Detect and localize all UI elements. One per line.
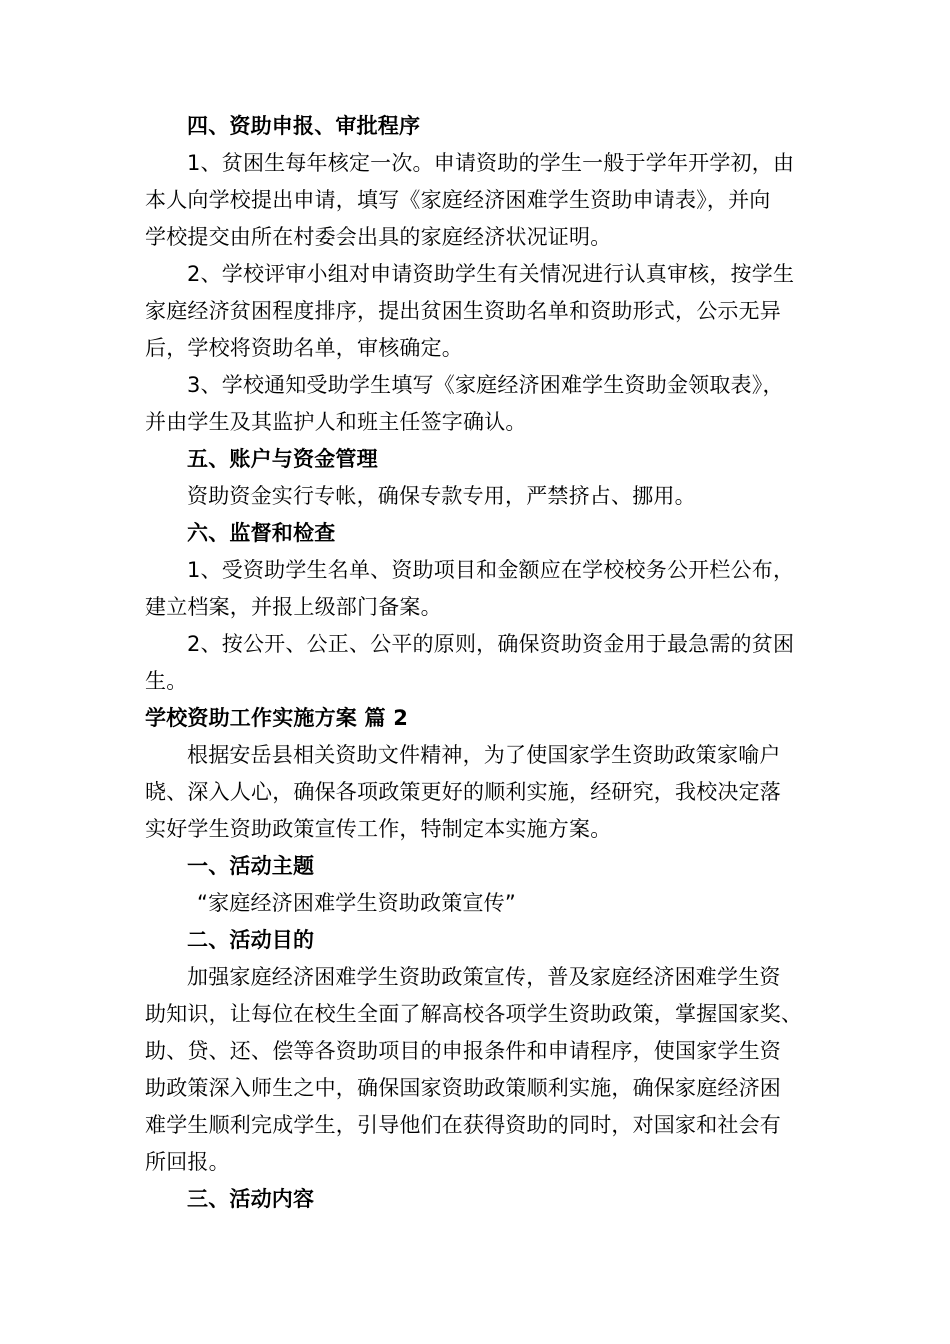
paragraph-line: 3、学校通知受助学生填写《家庭经济困难学生资助金领取表》， (187, 373, 784, 397)
paragraph-line: 1、贫困生每年核定一次。申请资助的学生一般于学年开学初，由 (187, 151, 795, 175)
paragraph-line: 2、学校评审小组对申请资助学生有关情况进行认真审核，按学生 (187, 262, 795, 286)
paragraph-line: 2、按公开、公正、公平的原则，确保资助资金用于最急需的贫困 (187, 632, 795, 656)
section-heading: 四、资助申报、审批程序 (187, 114, 421, 138)
paragraph-line: 学校提交由所在村委会出具的家庭经济状况证明。 (145, 225, 612, 249)
paragraph-line: 根据安岳县相关资助文件精神，为了使国家学生资助政策家喻户 (187, 743, 781, 767)
section-heading: 三、活动内容 (187, 1187, 315, 1211)
paragraph-line: 助知识，让每位在校生全面了解高校各项学生资助政策，掌握国家奖、 (145, 1002, 803, 1026)
paragraph (145, 959, 815, 1181)
paragraph-line: 资助资金实行专帐，确保专款专用，严禁挤占、挪用。 (187, 484, 696, 508)
paragraph-line: 后，学校将资助名单，审核确定。 (145, 336, 463, 360)
paragraph-line: 晓、深入人心，确保各项政策更好的顺利实施，经研究，我校决定落 (145, 780, 781, 804)
paragraph (145, 145, 815, 256)
paragraph-line: 加强家庭经济困难学生资助政策宣传，普及家庭经济困难学生资 (187, 965, 781, 989)
paragraph-line: 所回报。 (145, 1150, 230, 1174)
document-title: 学校资助工作实施方案 篇 2 (145, 706, 409, 730)
paragraph-line: 本人向学校提出申请，填写《家庭经济困难学生资助申请表》，并向 (145, 188, 771, 212)
paragraph-line: 并由学生及其监护人和班主任签字确认。 (145, 410, 527, 434)
paragraph (145, 478, 815, 515)
paragraph (145, 552, 815, 626)
paragraph (145, 256, 815, 367)
section-heading: 一、活动主题 (187, 854, 315, 878)
section-heading: 五、账户与资金管理 (187, 447, 378, 471)
section-heading: 六、监督和检查 (187, 521, 336, 545)
document-body (145, 108, 815, 1218)
paragraph-line: 建立档案，并报上级部门备案。 (145, 595, 442, 619)
paragraph (145, 626, 815, 700)
paragraph (145, 367, 815, 441)
theme-quote: “家庭经济困难学生资助政策宣传” (197, 891, 516, 915)
paragraph-line: 实好学生资助政策宣传工作，特制定本实施方案。 (145, 817, 612, 841)
paragraph-line: 生。 (145, 669, 188, 693)
paragraph-line: 助、贷、还、偿等各资助项目的申报条件和申请程序，使国家学生资 (145, 1039, 781, 1063)
paragraph (145, 737, 815, 848)
paragraph-line: 1、受资助学生名单、资助项目和金额应在学校校务公开栏公布， (187, 558, 795, 582)
paragraph-line: 难学生顺利完成学生，引导他们在获得资助的同时，对国家和社会有 (145, 1113, 781, 1137)
paragraph-line: 家庭经济贫困程度排序，提出贫困生资助名单和资助形式，公示无异 (145, 299, 781, 323)
paragraph-line: 助政策深入师生之中，确保国家资助政策顺利实施，确保家庭经济困 (145, 1076, 781, 1100)
section-heading: 二、活动目的 (187, 928, 315, 952)
